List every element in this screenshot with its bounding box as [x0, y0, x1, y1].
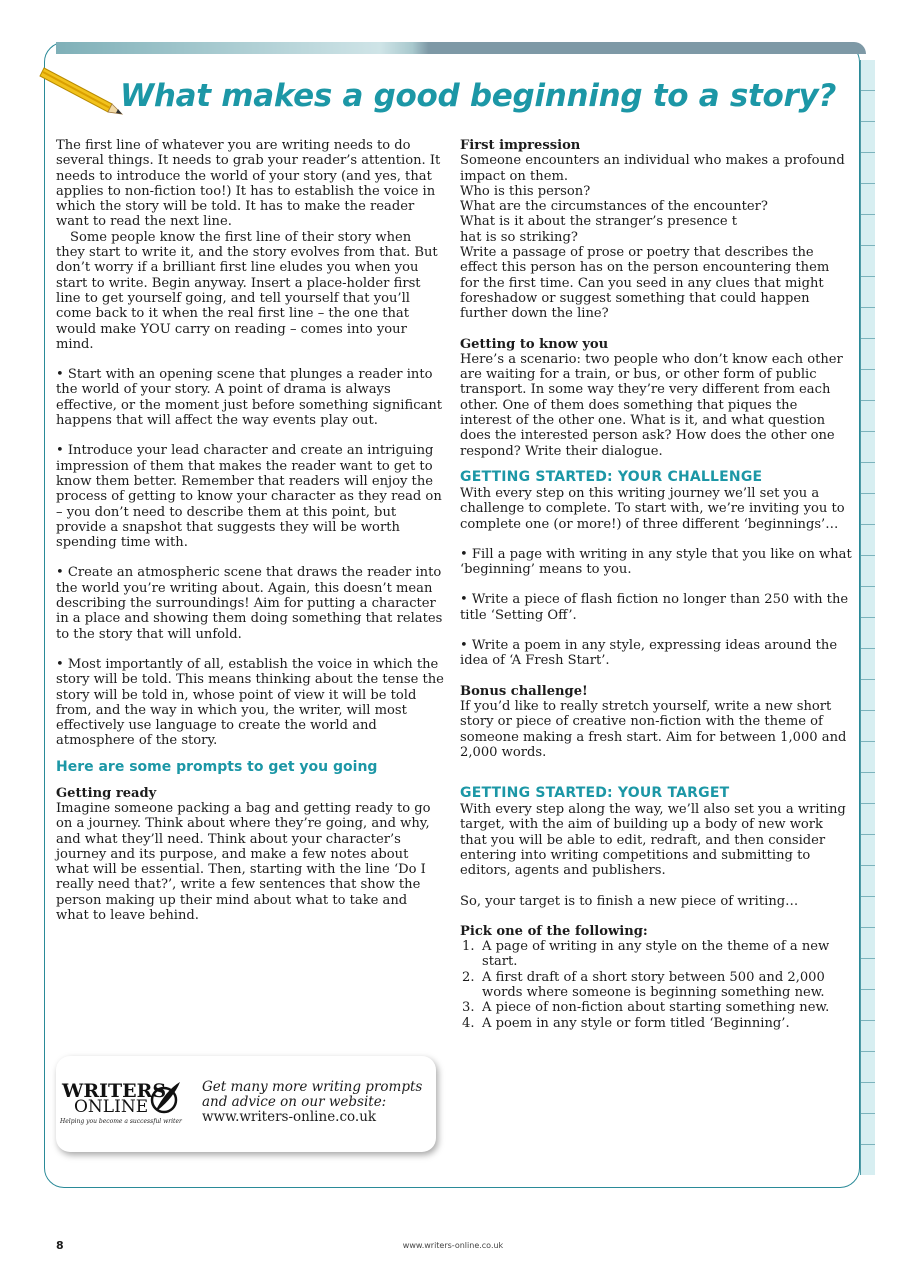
tip-bullet: • Introduce your lead character and create an intriguing impression of them that makes the reader want to get to know them better. Remember that readers will enjoy the process of getting to know your character as they read on – you don’t need to describe them at this point, but provide a snapshot that suggests they will be worth spending time with.: [56, 443, 442, 551]
page-title: What makes a good beginning to a story?: [120, 78, 837, 114]
list-item: 1. A page of writing in any style on the theme of a new start.: [462, 939, 830, 970]
bonus-title: Bonus challenge!: [460, 683, 588, 699]
quill-icon: [150, 1080, 182, 1118]
intro-paragraph: Some people know the first line of their story when they start to write it, and the story evolves from that. But don’t worry if a brilliant first line eludes you when you start to write. Begin anyway. Insert a place-holder first line to get yourself going, and tell yourself that you’ll come back to it when the real first line – the one that would make YOU carry on reading – comes into your mind.: [56, 229, 438, 352]
writers-online-logo: [60, 1080, 190, 1140]
challenge-intro: With every step on this writing journey we’ll set you a challenge to complete. To start with, we’re inviting you to complete one (or more!) of three different ‘beginnings’…: [460, 485, 845, 532]
getting-ready-title: Getting ready: [56, 785, 157, 801]
first-impression-line: What is it about the stranger’s presence t: [460, 214, 738, 230]
top-decorative-bar: [56, 42, 866, 54]
tip-bullet: • Create an atmospheric scene that draws the reader into the world you’re writing about. Again, this doesn’t mean describing the surroundings! Aim for putting a character in a place and showing them doing something that relates to the story that will unfold.: [56, 565, 443, 642]
list-item: 3. A piece of non-fiction about starting something new.: [462, 1000, 830, 1016]
first-impression-line: Someone encounters an individual who makes a profound impact on them.: [460, 153, 845, 184]
promo-url-link[interactable]: www.writers-online.co.uk: [202, 1109, 377, 1125]
promo-text: [202, 1080, 432, 1125]
notebook-edge-strip: [860, 60, 875, 1175]
first-impression-line: Who is this person?: [460, 183, 591, 199]
pick-list: [460, 939, 852, 1031]
challenge-bullet: • Write a poem in any style, expressing ideas around the idea of ‘A Fresh Start’.: [460, 638, 838, 669]
first-impression-title: First impression: [460, 138, 581, 153]
first-impression-line: Write a passage of prose or poetry that describes the effect this person has on the person encountering them for the first time. Can you seed in any clues that might foreshadow or suggest something that could happen further down the line?: [460, 245, 830, 322]
target-intro: With every step along the way, we’ll also set you a writing target, with the aim of building up a body of new work that you will be able to edit, redraft, and then consider entering into writing competitions and submitting to editors, agents and publishers.: [460, 802, 846, 879]
first-impression-line: What are the circumstances of the encounter?: [460, 199, 768, 215]
challenge-heading: GETTING STARTED: YOUR CHALLENGE: [460, 468, 763, 485]
promo-line: and advice on our website:: [202, 1094, 387, 1110]
footer-url: www.writers-online.co.uk: [402, 1241, 504, 1250]
list-item: 2. A first draft of a short story between 500 and 2,000 words where someone is beginning something new.: [462, 969, 825, 1001]
logo-tagline: Helping you become a successful writer: [60, 1118, 182, 1125]
challenge-bullet: • Fill a page with writing in any style that you like on what ‘beginning’ means to you.: [460, 546, 852, 578]
pick-title: Pick one of the following:: [460, 923, 648, 939]
tip-bullet: • Start with an opening scene that plunges a reader into the world of your story. A point of drama is always effective, or the moment just before something significant happens that will affect the way events play out.: [56, 367, 443, 429]
page-number: 8: [56, 1239, 64, 1252]
logo-writers-text: WRITERS: [62, 1080, 167, 1102]
left-column: [56, 138, 444, 923]
prompts-heading: Here are some prompts to get you going: [56, 758, 378, 775]
challenge-bullet: • Write a piece of flash fiction no longer than 250 with the title ‘Setting Off’.: [460, 592, 849, 623]
first-impression-line: hat is so striking?: [460, 229, 578, 245]
tip-bullet: • Most importantly of all, establish the voice in which the story will be told. This means thinking about the tense the story will be told in, whose point of view it will be told from, and the way in which you, the writer, will most effectively use language to create the world and atmosphere of the story.: [56, 656, 444, 749]
getting-ready-body: Imagine someone packing a bag and getting ready to go on a journey. Think about where they’re going, and why, and what they’ll need. Think about your character’s journey and its purpose, and make a few notes about what will be essential. Then, starting with the line ‘Do I really need that?’, write a few sentences that show the person making up their mind about what to take and what to leave behind.: [56, 800, 431, 924]
right-column: [460, 138, 852, 1031]
getting-to-know-body: Here’s a scenario: two people who don’t know each other are waiting for a train, or bus, or other form of public transport. In some way they’re very different from each other. One of them does something that piques the interest of the other one. What is it, and what question does the interested person ask? How does the other one respond? Write their dialogue.: [460, 351, 843, 459]
promo-line: Get many more writing prompts: [202, 1079, 423, 1095]
intro-paragraph: The first line of whatever you are writing needs to do several things. It needs to grab your reader’s attention. It needs to introduce the world of your story (and yes, that applies to non-fiction too!) It has to establish the voice in which the story will be told. It has to make the reader want to read the next line.: [56, 138, 441, 230]
target-heading: GETTING STARTED: YOUR TARGET: [460, 785, 730, 802]
list-item: 4. A poem in any style or form titled ‘Beginning’.: [462, 1015, 790, 1031]
target-line: So, your target is to finish a new piece of writing…: [460, 893, 799, 909]
getting-to-know-title: Getting to know you: [460, 336, 609, 352]
logo-online-text: ONLINE: [74, 1097, 149, 1117]
bonus-body: If you’d like to really stretch yourself, write a new short story or piece of creative non-fiction with the theme of someone making a fresh start. Aim for between 1,000 and 2,000 words.: [460, 698, 847, 760]
